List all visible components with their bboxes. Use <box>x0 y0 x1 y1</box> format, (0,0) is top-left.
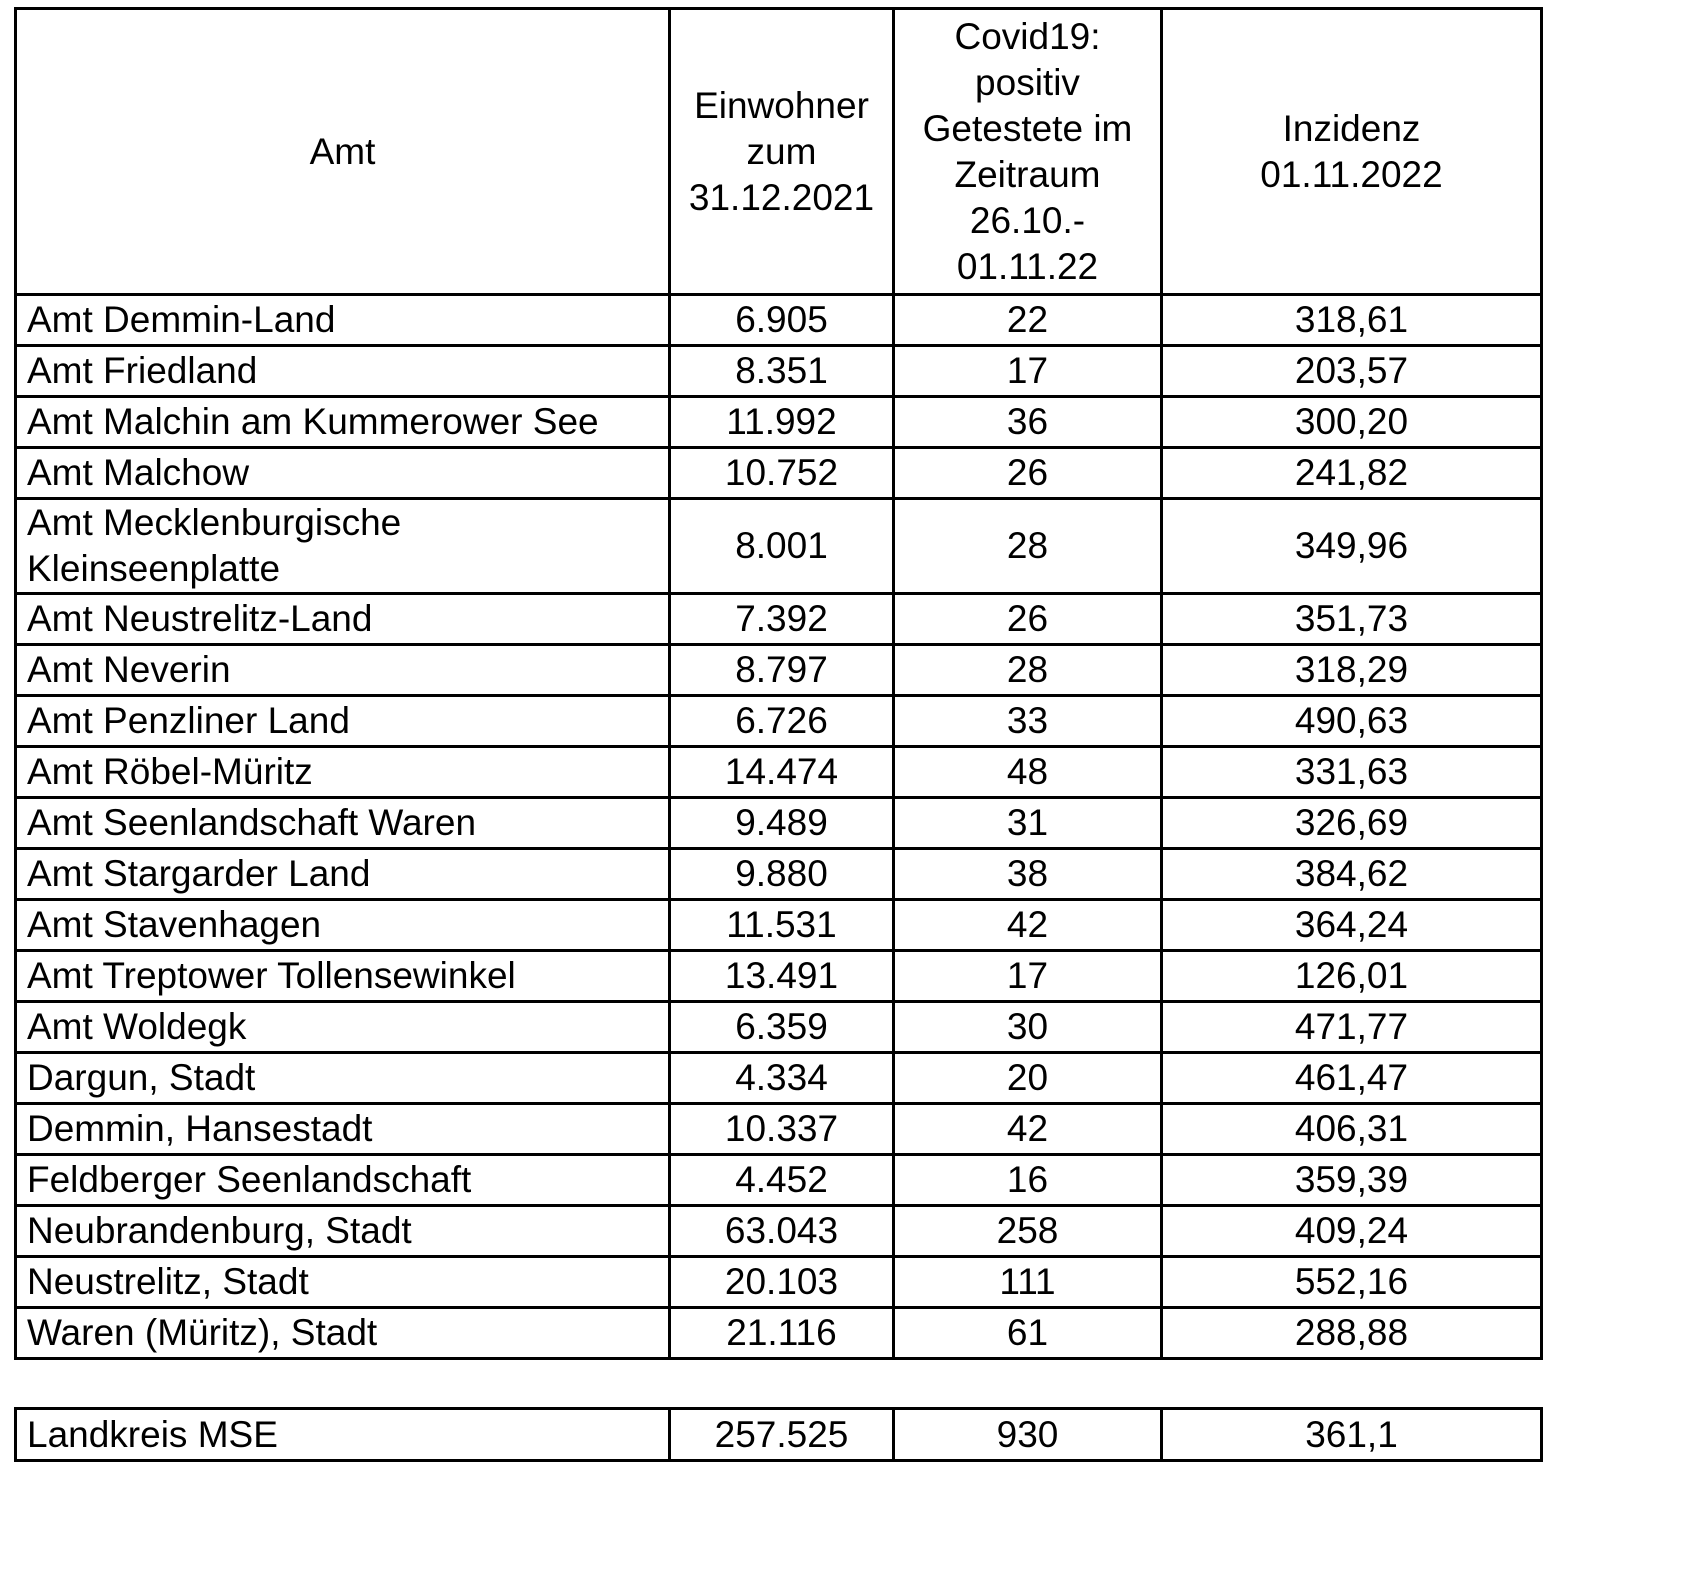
cell-positiv: 42 <box>894 900 1162 951</box>
table-row <box>16 798 1542 849</box>
cell-inzidenz: 331,63 <box>1162 747 1542 798</box>
incidence-table <box>14 7 1543 1360</box>
column-header-einwohner-label: Einwohner zum 31.12.2021 <box>688 84 875 218</box>
cell-inzidenz: 406,31 <box>1162 1104 1542 1155</box>
table-row <box>16 849 1542 900</box>
cell-einwohner: 10.752 <box>670 448 894 499</box>
cell-amt: Feldberger Seenlandschaft <box>16 1155 670 1206</box>
column-header-einwohner <box>670 9 894 295</box>
cell-inzidenz: 326,69 <box>1162 798 1542 849</box>
table-row <box>16 696 1542 747</box>
cell-inzidenz: 359,39 <box>1162 1155 1542 1206</box>
cell-einwohner: 6.726 <box>670 696 894 747</box>
cell-einwohner: 6.905 <box>670 295 894 346</box>
summary-cell-positiv: 930 <box>894 1409 1162 1461</box>
table-row <box>16 1155 1542 1206</box>
cell-positiv: 38 <box>894 849 1162 900</box>
table-row <box>16 1206 1542 1257</box>
table-row <box>16 900 1542 951</box>
cell-positiv: 28 <box>894 645 1162 696</box>
cell-positiv: 28 <box>894 499 1162 594</box>
cell-positiv: 26 <box>894 448 1162 499</box>
cell-einwohner: 11.531 <box>670 900 894 951</box>
cell-amt: Amt Seenlandschaft Waren <box>16 798 670 849</box>
cell-einwohner: 9.489 <box>670 798 894 849</box>
cell-einwohner: 13.491 <box>670 951 894 1002</box>
table-row <box>16 346 1542 397</box>
cell-inzidenz: 384,62 <box>1162 849 1542 900</box>
column-header-amt-label: Amt <box>309 130 376 172</box>
cell-einwohner: 14.474 <box>670 747 894 798</box>
cell-inzidenz: 203,57 <box>1162 346 1542 397</box>
cell-einwohner: 8.351 <box>670 346 894 397</box>
summary-table <box>14 1407 1543 1462</box>
cell-einwohner: 4.334 <box>670 1053 894 1104</box>
cell-einwohner: 9.880 <box>670 849 894 900</box>
cell-inzidenz: 300,20 <box>1162 397 1542 448</box>
cell-inzidenz: 490,63 <box>1162 696 1542 747</box>
table-row <box>16 1257 1542 1308</box>
table-row <box>16 1002 1542 1053</box>
table-row <box>16 594 1542 645</box>
cell-amt: Amt Stavenhagen <box>16 900 670 951</box>
cell-inzidenz: 351,73 <box>1162 594 1542 645</box>
column-header-positiv <box>894 9 1162 295</box>
table-row <box>16 499 1542 594</box>
cell-inzidenz: 288,88 <box>1162 1308 1542 1359</box>
cell-amt: Amt Malchow <box>16 448 670 499</box>
table-row <box>16 645 1542 696</box>
cell-inzidenz: 318,61 <box>1162 295 1542 346</box>
summary-row <box>16 1409 1542 1461</box>
cell-amt: Amt Friedland <box>16 346 670 397</box>
cell-amt: Amt Stargarder Land <box>16 849 670 900</box>
table-row <box>16 1104 1542 1155</box>
summary-cell-amt: Landkreis MSE <box>16 1409 670 1461</box>
cell-positiv: 258 <box>894 1206 1162 1257</box>
cell-positiv: 33 <box>894 696 1162 747</box>
cell-amt: Amt Malchin am Kummerower See <box>16 397 670 448</box>
table-row <box>16 448 1542 499</box>
column-header-amt <box>16 9 670 295</box>
cell-positiv: 17 <box>894 346 1162 397</box>
cell-inzidenz: 461,47 <box>1162 1053 1542 1104</box>
cell-amt: Neustrelitz, Stadt <box>16 1257 670 1308</box>
cell-positiv: 30 <box>894 1002 1162 1053</box>
cell-positiv: 36 <box>894 397 1162 448</box>
cell-einwohner: 8.001 <box>670 499 894 594</box>
table-row <box>16 951 1542 1002</box>
cell-einwohner: 6.359 <box>670 1002 894 1053</box>
cell-positiv: 111 <box>894 1257 1162 1308</box>
cell-amt: Amt Penzliner Land <box>16 696 670 747</box>
table-row <box>16 1053 1542 1104</box>
cell-einwohner: 20.103 <box>670 1257 894 1308</box>
cell-einwohner: 10.337 <box>670 1104 894 1155</box>
cell-einwohner: 7.392 <box>670 594 894 645</box>
cell-amt: Amt Demmin-Land <box>16 295 670 346</box>
table-row <box>16 295 1542 346</box>
cell-positiv: 22 <box>894 295 1162 346</box>
cell-amt: Demmin, Hansestadt <box>16 1104 670 1155</box>
cell-positiv: 61 <box>894 1308 1162 1359</box>
cell-amt: Amt Röbel-Müritz <box>16 747 670 798</box>
cell-amt: Amt Mecklenburgische Kleinseenplatte <box>16 499 670 594</box>
cell-inzidenz: 318,29 <box>1162 645 1542 696</box>
cell-positiv: 16 <box>894 1155 1162 1206</box>
cell-inzidenz: 126,01 <box>1162 951 1542 1002</box>
cell-inzidenz: 471,77 <box>1162 1002 1542 1053</box>
cell-amt: Amt Treptower Tollensewinkel <box>16 951 670 1002</box>
cell-amt: Amt Neustrelitz-Land <box>16 594 670 645</box>
cell-inzidenz: 364,24 <box>1162 900 1542 951</box>
cell-einwohner: 4.452 <box>670 1155 894 1206</box>
cell-amt: Amt Neverin <box>16 645 670 696</box>
cell-inzidenz: 409,24 <box>1162 1206 1542 1257</box>
cell-einwohner: 63.043 <box>670 1206 894 1257</box>
summary-cell-inzidenz: 361,1 <box>1162 1409 1542 1461</box>
cell-amt: Amt Woldegk <box>16 1002 670 1053</box>
table-row <box>16 747 1542 798</box>
cell-amt: Dargun, Stadt <box>16 1053 670 1104</box>
table-row <box>16 1308 1542 1359</box>
cell-amt: Neubrandenburg, Stadt <box>16 1206 670 1257</box>
cell-positiv: 26 <box>894 594 1162 645</box>
cell-einwohner: 11.992 <box>670 397 894 448</box>
table-header-row <box>16 9 1542 295</box>
cell-positiv: 20 <box>894 1053 1162 1104</box>
cell-inzidenz: 349,96 <box>1162 499 1542 594</box>
column-header-inzidenz <box>1162 9 1542 295</box>
cell-inzidenz: 552,16 <box>1162 1257 1542 1308</box>
table-row <box>16 397 1542 448</box>
cell-positiv: 42 <box>894 1104 1162 1155</box>
column-header-inzidenz-label: Inzidenz 01.11.2022 <box>1260 107 1443 195</box>
cell-einwohner: 21.116 <box>670 1308 894 1359</box>
column-header-positiv-label: Covid19: positiv Getestete im Zeitraum 26.10.- 01.11.22 <box>922 15 1133 287</box>
cell-einwohner: 8.797 <box>670 645 894 696</box>
cell-positiv: 48 <box>894 747 1162 798</box>
summary-cell-einwohner: 257.525 <box>670 1409 894 1461</box>
cell-positiv: 31 <box>894 798 1162 849</box>
cell-positiv: 17 <box>894 951 1162 1002</box>
cell-inzidenz: 241,82 <box>1162 448 1542 499</box>
cell-amt: Waren (Müritz), Stadt <box>16 1308 670 1359</box>
